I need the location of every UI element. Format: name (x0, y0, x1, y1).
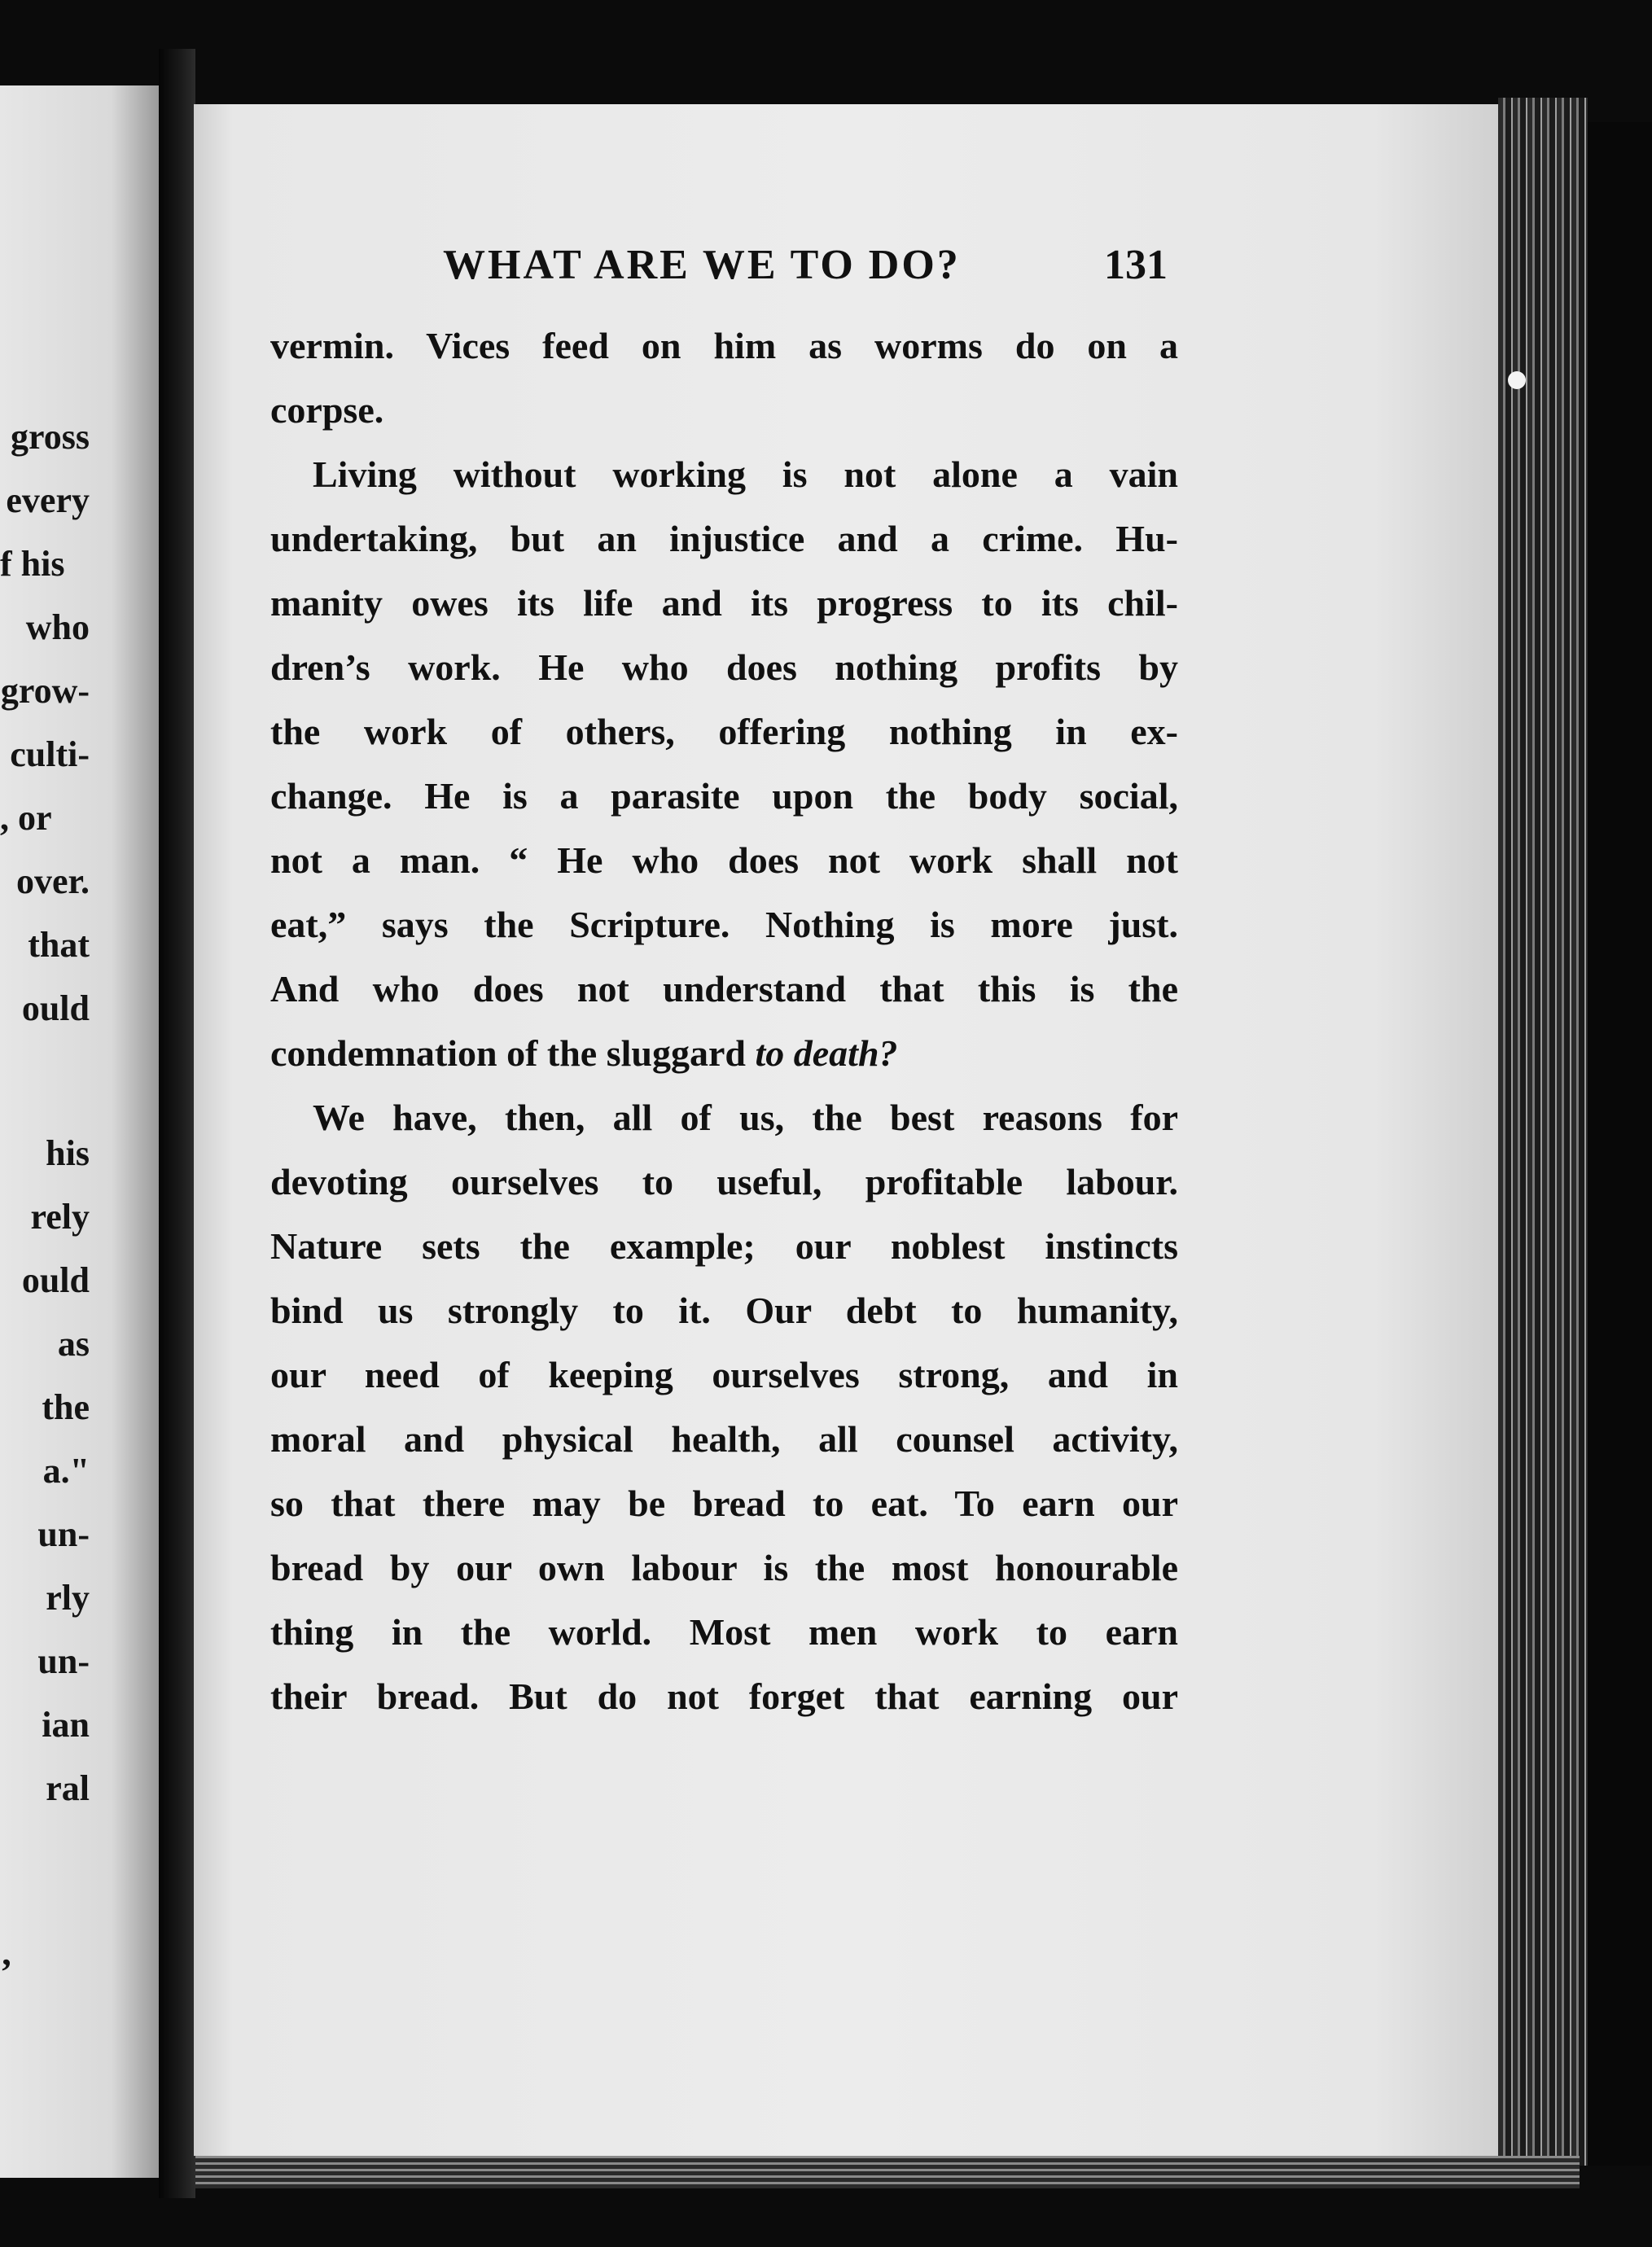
text-line-content: manity owes its life and its progress to its chil- (270, 582, 1178, 624)
previous-page-line: gross (11, 417, 90, 457)
text-line (313, 1093, 1178, 1142)
text-line-content: thing in the world. Most men work to earn (270, 1611, 1178, 1653)
text-line (313, 450, 1178, 499)
text-line-content: devoting ourselves to useful, profitable labour. (270, 1161, 1178, 1202)
text-line (270, 386, 1178, 435)
text-line-content: condemnation of the sluggard (270, 1032, 746, 1074)
page-edge-dot (1508, 371, 1526, 389)
running-head: WHAT ARE WE TO DO? (443, 242, 961, 288)
text-line (270, 1158, 1178, 1207)
text-line (270, 643, 1178, 692)
text-line-content: bread by our own labour is the most honourable (270, 1547, 1178, 1588)
text-line (270, 1479, 1178, 1528)
previous-page-line: un- (37, 1514, 90, 1554)
previous-page-line: ian (42, 1705, 90, 1745)
text-line-content: so that there may be bread to eat. To earn our (270, 1483, 1178, 1524)
text-line-content: change. He is a parasite upon the body social, (270, 775, 1178, 817)
text-line (270, 1029, 1178, 1078)
text-line (270, 1222, 1178, 1271)
text-line (270, 836, 1178, 885)
text-line (270, 900, 1178, 949)
previous-page-line: rely (30, 1197, 90, 1237)
previous-page-mark: ’ (0, 1951, 13, 1992)
previous-page-line: a." (42, 1451, 90, 1491)
text-line-content: eat,” says the Scripture. Nothing is more just. (270, 904, 1178, 945)
page-edges (1498, 98, 1588, 2166)
text-line-content: corpse. (270, 389, 384, 431)
text-line (270, 707, 1178, 756)
text-line-content: We have, then, all of us, the best reasons for (313, 1097, 1178, 1138)
text-line (270, 965, 1178, 1014)
text-line (270, 515, 1178, 563)
previous-page-line: the (42, 1387, 90, 1427)
text-line (270, 579, 1178, 628)
page-bottom-edge (195, 2156, 1580, 2188)
previous-page (0, 85, 159, 2178)
previous-page-line: ould (21, 1260, 90, 1300)
text-line-content: dren’s work. He who does nothing profits by (270, 646, 1178, 688)
text-line-content: moral and physical health, all counsel activity, (270, 1418, 1178, 1460)
text-line-content: undertaking, but an injustice and a crime. Hu- (270, 518, 1178, 559)
text-line-content: Nature sets the example; our noblest instincts (270, 1225, 1178, 1267)
text-line (270, 322, 1178, 370)
previous-page-line: ral (46, 1768, 90, 1808)
previous-page-line: that (28, 925, 90, 965)
previous-page-line: grow- (0, 671, 90, 711)
book-gutter (159, 49, 195, 2198)
text-line (270, 1351, 1178, 1399)
text-line-content: their bread. But do not forget that earning our (270, 1675, 1178, 1717)
text-line-content: Living without working is not alone a vain (313, 453, 1178, 495)
previous-page-line: over. (15, 861, 90, 901)
previous-page-line: ould (21, 988, 90, 1028)
italic-emphasis: to death? (755, 1032, 898, 1074)
previous-page-line: culti- (10, 734, 90, 774)
previous-page-line: un- (37, 1641, 90, 1681)
previous-page-line: who (25, 607, 90, 647)
text-line-content: vermin. Vices feed on him as worms do on a (270, 325, 1178, 366)
text-line (270, 772, 1178, 821)
page-number: 131 (1104, 242, 1168, 288)
text-line-content: not a man. “ He who does not work shall not (270, 839, 1178, 881)
text-line (270, 1672, 1178, 1721)
page-edge-shadow (1588, 122, 1652, 2166)
text-line (270, 1544, 1178, 1592)
previous-page-line: f his (0, 544, 65, 584)
text-line (270, 1286, 1178, 1335)
previous-page-line: , or (0, 798, 52, 838)
text-line-content: bind us strongly to it. Our debt to humanity, (270, 1290, 1178, 1331)
text-line (270, 1608, 1178, 1657)
previous-page-line: rly (46, 1578, 90, 1618)
text-line-content: our need of keeping ourselves strong, and in (270, 1354, 1178, 1395)
previous-page-line: his (46, 1133, 90, 1173)
text-line (270, 1415, 1178, 1464)
previous-page-line: every (6, 480, 90, 520)
text-line-content: the work of others, offering nothing in ex- (270, 711, 1178, 752)
previous-page-line: as (57, 1324, 90, 1364)
text-line-content: And who does not understand that this is the (270, 968, 1178, 1010)
